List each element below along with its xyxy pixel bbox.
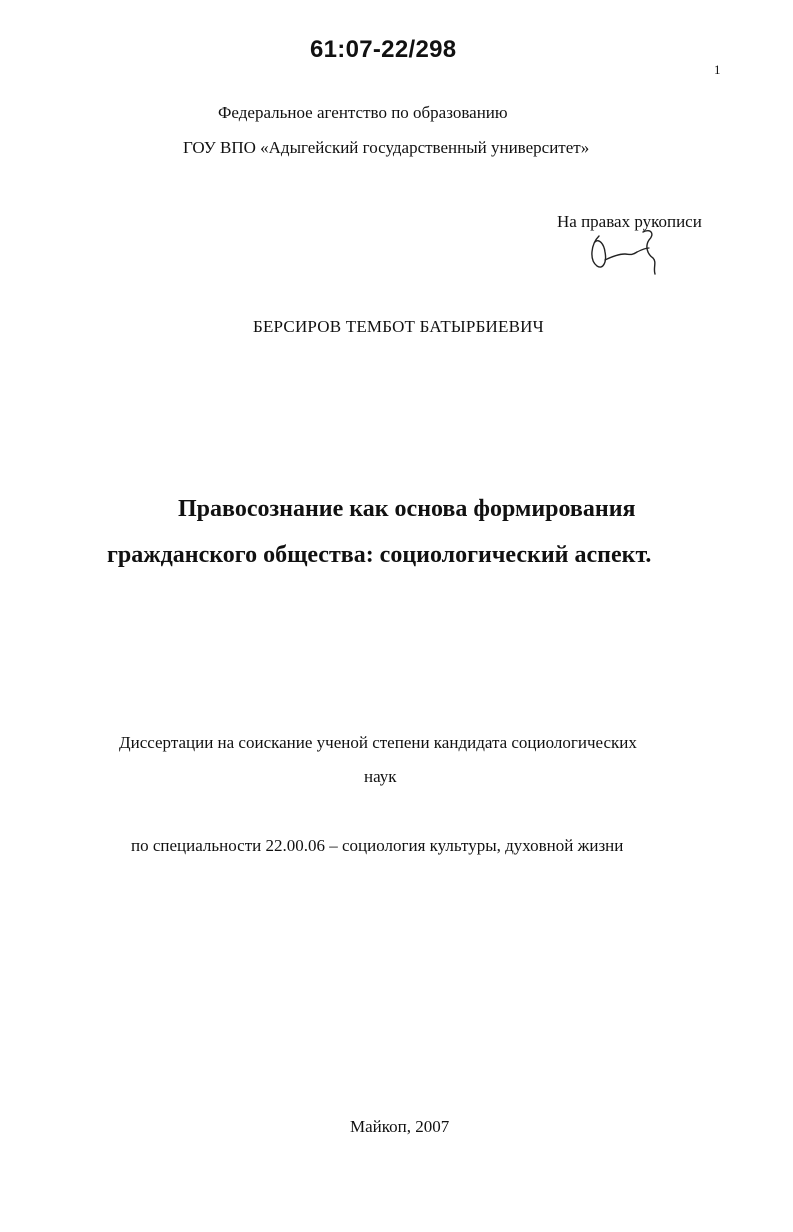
degree-line-2: наук — [364, 767, 397, 786]
specialty-line: по специальности 22.00.06 – социология культуры, духовной жизни — [131, 836, 624, 855]
university-name: ГОУ ВПО «Адыгейский государственный университет» — [183, 138, 590, 157]
place-year: Майкоп, 2007 — [350, 1117, 450, 1136]
rights-note: На правах рукописи — [557, 212, 702, 231]
thesis-title-line-1: Правосознание как основа формирования — [178, 496, 636, 522]
archive-code: 61:07-22/298 — [310, 36, 457, 63]
degree-line-1: Диссертации на соискание ученой степени кандидата социологических — [119, 733, 637, 752]
page-number: 1 — [714, 62, 721, 77]
author-name: БЕРСИРОВ ТЕМБОТ БАТЫРБИЕВИЧ — [253, 317, 544, 336]
thesis-title-line-2: гражданского общества: социологический аспект. — [107, 542, 652, 568]
signature-drawing — [585, 226, 665, 280]
agency-name: Федеральное агентство по образованию — [218, 103, 508, 122]
